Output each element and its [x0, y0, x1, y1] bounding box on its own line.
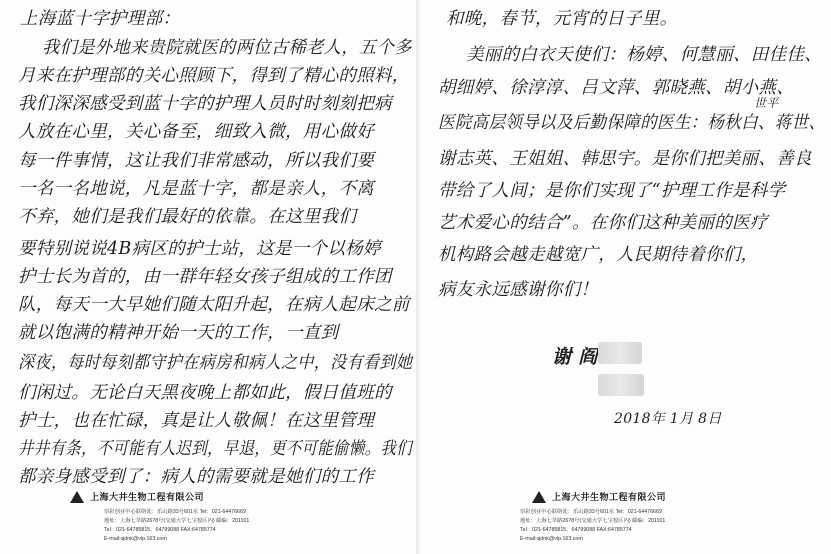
letter-line: 我们是外地来贵院就医的两位古稀老人，五个多 [42, 38, 412, 58]
letter-line: 就以饱满的精神开始一天的工作，一直到 [18, 323, 339, 343]
letterhead-footer-left [0, 484, 418, 554]
letter-line: 我们深深感受到蓝十字的护理人员时时刻刻把病 [18, 94, 392, 114]
letter-closing-line: 病友永远感谢你们！ [438, 280, 599, 300]
letterhead-line: Tel：021-64785815、64799088 FAX:64785774 [104, 527, 216, 533]
letterhead-line: E-mail:sjdnk@vip.163.com [520, 536, 583, 542]
letter-line: 井井有条，不可能有人迟到，早退，更不可能偷懒。我们 [18, 439, 412, 459]
signature-redaction [598, 374, 644, 396]
letter-line: 每一件事情，这让我们非常感动，所以我们要 [18, 151, 374, 171]
signature-redaction [598, 342, 642, 364]
letter-line: 不弃，她们是我们最好的依靠。在这里我们 [18, 207, 357, 227]
letterhead-logo [70, 490, 204, 503]
letterhead-line: 崇彩创业中心联络处：乐山路33号601室 Tel：021-64476669 [520, 509, 662, 515]
company-name: 上海大井生物工程有限公司 [90, 492, 205, 502]
letter-line: 艺术爱心的结合”。在你们这种美丽的医疗 [438, 213, 768, 233]
letter-line: 们闲过。无论白天黑夜晚上都如此，假日值班的 [18, 383, 392, 403]
salutation: 上海蓝十字护理部： [20, 9, 181, 29]
letter-line: 要特别说说4B病区的护士站，这是一个以杨婷 [18, 239, 381, 259]
letter-page-right [420, 0, 831, 554]
handwritten-insertion: 世平 [754, 96, 779, 110]
letter-line: 一名一名地说，凡是蓝十字，都是亲人，不离 [18, 179, 374, 199]
letter-line: 美丽的白衣天使们：杨婷、何慧丽、田佳佳、 [466, 45, 822, 65]
letterhead-footer-right [420, 484, 831, 554]
letter-line: 谢志英、王姐姐、韩思宇。是你们把美丽、善良 [438, 149, 812, 169]
letter-line: 人放在心里，关心备至，细致入微，用心做好 [18, 122, 374, 142]
letter-line: 和晚，春节，元宵的日子里。 [446, 9, 678, 29]
company-logo-icon [70, 491, 84, 503]
letter-line: 带给了人间；是你们实现了“护理工作是科学 [438, 181, 786, 201]
letterhead-logo [532, 490, 666, 503]
letter-line: 月来在护理部的关心照顾下，得到了精心的照料， [18, 66, 410, 86]
letterhead-line: 地址：上海七莘路2678号(交通大学七宝校区内) 邮编：201101 [520, 518, 666, 524]
signature: 谢 阎 [552, 346, 598, 368]
company-name: 上海大井生物工程有限公司 [552, 492, 667, 502]
letter-line: 护士，也在忙碌，真是让人敬佩！在这里管理 [18, 411, 374, 431]
letterhead-line: E-mail:sjdnk@vip.163.com [104, 536, 167, 542]
letter-line: 护士长为首的，由一群年轻女孩子组成的工作团 [18, 267, 392, 287]
letter-line: 都亲身感受到了：病人的需要就是她们的工作 [18, 467, 374, 487]
letterhead-line: 崇彩创业中心联络处：乐山路33号601室 Tel：021-64476669 [104, 509, 246, 515]
letter-line: 机构路会越走越宽广，人民期待着你们， [438, 245, 759, 265]
letter-line: 医院高层领导以及后勤保障的医生：杨秋白、蒋世、 [438, 113, 826, 133]
letter-line: 胡细婷、徐淳淳、吕文萍、郭晓燕、胡小燕、 [438, 78, 794, 98]
letterhead-line: 地址：上海七莘路2678号(交通大学七宝校区内) 邮编：201101 [104, 518, 250, 524]
letter-date: 2018年 1月 8日 [614, 411, 722, 427]
letter-line: 深夜，每时每刻都守护在病房和病人之中，没有看到她 [18, 353, 413, 373]
letterhead-line: Tel：021-64785815、64799088 FAX:64785774 [520, 527, 632, 533]
letter-line: 队，每天一大早她们随太阳升起，在病人起床之前 [18, 295, 410, 315]
company-logo-icon [532, 491, 546, 503]
